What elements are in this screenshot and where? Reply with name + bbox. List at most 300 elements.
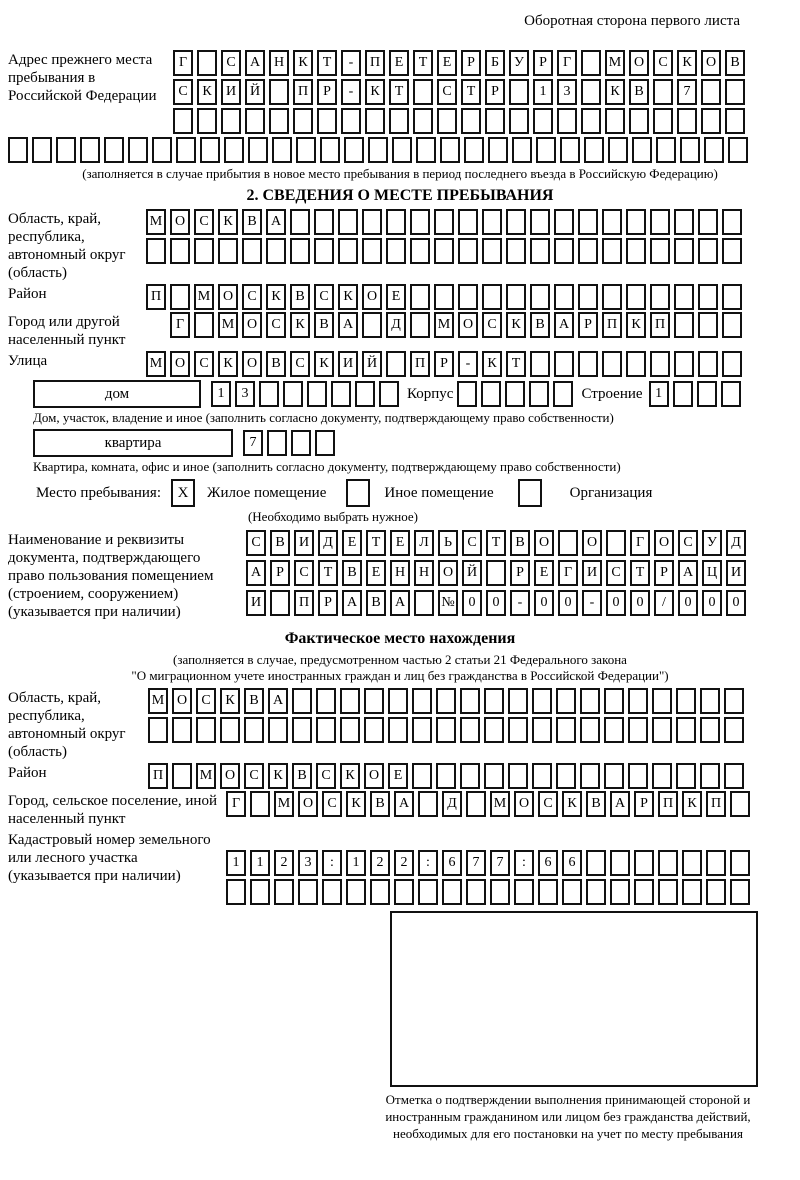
char-cell[interactable]	[580, 688, 600, 714]
char-cell[interactable]: -	[582, 590, 602, 616]
char-cell[interactable]	[602, 238, 622, 264]
char-cell[interactable]: Л	[414, 530, 434, 556]
char-cell[interactable]	[730, 879, 750, 905]
char-cell[interactable]	[554, 238, 574, 264]
char-cell[interactable]: 1	[226, 850, 246, 876]
char-cell[interactable]	[484, 717, 504, 743]
char-cell[interactable]	[152, 137, 172, 163]
char-cell[interactable]: Т	[486, 530, 506, 556]
char-cell[interactable]: №	[438, 590, 458, 616]
char-cell[interactable]	[340, 688, 360, 714]
char-cell[interactable]	[292, 688, 312, 714]
char-cell[interactable]	[608, 137, 628, 163]
char-cell[interactable]	[269, 79, 289, 105]
char-cell[interactable]	[650, 209, 670, 235]
char-cell[interactable]	[386, 238, 406, 264]
char-cell[interactable]	[658, 879, 678, 905]
char-cell[interactable]	[416, 137, 436, 163]
char-cell[interactable]: Е	[389, 50, 409, 76]
char-cell[interactable]: Б	[485, 50, 505, 76]
char-cell[interactable]: Т	[366, 530, 386, 556]
char-cell[interactable]	[341, 108, 361, 134]
char-cell[interactable]	[482, 209, 502, 235]
char-cell[interactable]: С	[322, 791, 342, 817]
char-cell[interactable]	[698, 238, 718, 264]
char-cell[interactable]: И	[726, 560, 746, 586]
char-cell[interactable]: С	[246, 530, 266, 556]
char-cell[interactable]	[413, 79, 433, 105]
char-cell[interactable]: 0	[462, 590, 482, 616]
char-cell[interactable]: А	[610, 791, 630, 817]
char-cell[interactable]	[226, 879, 246, 905]
char-cell[interactable]: П	[658, 791, 678, 817]
char-cell[interactable]	[508, 763, 528, 789]
char-cell[interactable]	[674, 284, 694, 310]
char-cell[interactable]: О	[218, 284, 238, 310]
char-cell[interactable]	[650, 238, 670, 264]
checkbox-other-premises[interactable]	[346, 479, 370, 507]
char-cell[interactable]	[436, 717, 456, 743]
char-cell[interactable]: С	[194, 351, 214, 377]
char-cell[interactable]: Т	[413, 50, 433, 76]
char-cell[interactable]: 1	[649, 381, 669, 407]
char-cell[interactable]	[560, 137, 580, 163]
char-cell[interactable]: В	[725, 50, 745, 76]
char-cell[interactable]	[340, 717, 360, 743]
char-cell[interactable]	[485, 108, 505, 134]
char-cell[interactable]: Д	[386, 312, 406, 338]
char-cell[interactable]: О	[242, 312, 262, 338]
char-cell[interactable]	[290, 209, 310, 235]
char-cell[interactable]: Е	[366, 560, 386, 586]
char-cell[interactable]	[442, 879, 462, 905]
char-cell[interactable]	[307, 381, 327, 407]
char-cell[interactable]	[509, 108, 529, 134]
char-cell[interactable]: 3	[235, 381, 255, 407]
char-cell[interactable]	[602, 209, 622, 235]
char-cell[interactable]: Е	[437, 50, 457, 76]
char-cell[interactable]	[386, 351, 406, 377]
char-cell[interactable]: К	[365, 79, 385, 105]
char-cell[interactable]: 0	[630, 590, 650, 616]
char-cell[interactable]	[250, 791, 270, 817]
char-cell[interactable]: -	[458, 351, 478, 377]
char-cell[interactable]	[8, 137, 28, 163]
char-cell[interactable]	[80, 137, 100, 163]
char-cell[interactable]	[556, 688, 576, 714]
char-cell[interactable]: К	[605, 79, 625, 105]
char-cell[interactable]	[370, 879, 390, 905]
char-cell[interactable]	[221, 108, 241, 134]
char-cell[interactable]	[730, 791, 750, 817]
char-cell[interactable]	[700, 688, 720, 714]
char-cell[interactable]: А	[342, 590, 362, 616]
char-cell[interactable]: Т	[318, 560, 338, 586]
char-cell[interactable]	[604, 688, 624, 714]
char-cell[interactable]: Г	[630, 530, 650, 556]
char-cell[interactable]	[315, 430, 335, 456]
char-cell[interactable]	[650, 284, 670, 310]
char-cell[interactable]	[676, 763, 696, 789]
char-cell[interactable]	[314, 238, 334, 264]
char-cell[interactable]	[556, 717, 576, 743]
char-cell[interactable]	[698, 284, 718, 310]
char-cell[interactable]	[379, 381, 399, 407]
char-cell[interactable]	[673, 381, 693, 407]
char-cell[interactable]: М	[194, 284, 214, 310]
char-cell[interactable]: А	[394, 791, 414, 817]
char-cell[interactable]	[389, 108, 409, 134]
char-cell[interactable]	[410, 238, 430, 264]
char-cell[interactable]: Й	[245, 79, 265, 105]
char-cell[interactable]	[650, 351, 670, 377]
char-cell[interactable]	[293, 108, 313, 134]
char-cell[interactable]: С	[194, 209, 214, 235]
char-cell[interactable]	[725, 79, 745, 105]
char-cell[interactable]	[724, 688, 744, 714]
char-cell[interactable]: С	[221, 50, 241, 76]
char-cell[interactable]: С	[173, 79, 193, 105]
char-cell[interactable]	[553, 381, 573, 407]
char-cell[interactable]	[652, 763, 672, 789]
char-cell[interactable]: В	[290, 284, 310, 310]
char-cell[interactable]: А	[390, 590, 410, 616]
char-cell[interactable]	[674, 238, 694, 264]
char-cell[interactable]: Ц	[702, 560, 722, 586]
char-cell[interactable]: М	[146, 209, 166, 235]
char-cell[interactable]: П	[602, 312, 622, 338]
char-cell[interactable]	[532, 763, 552, 789]
char-cell[interactable]: Р	[318, 590, 338, 616]
char-cell[interactable]	[602, 351, 622, 377]
char-cell[interactable]: Т	[389, 79, 409, 105]
char-cell[interactable]	[578, 351, 598, 377]
char-cell[interactable]: -	[510, 590, 530, 616]
char-cell[interactable]: Д	[726, 530, 746, 556]
char-cell[interactable]	[104, 137, 124, 163]
char-cell[interactable]	[682, 879, 702, 905]
char-cell[interactable]	[194, 238, 214, 264]
char-cell[interactable]	[700, 717, 720, 743]
char-cell[interactable]: В	[342, 560, 362, 586]
char-cell[interactable]	[482, 284, 502, 310]
char-cell[interactable]: К	[290, 312, 310, 338]
char-cell[interactable]	[388, 717, 408, 743]
char-cell[interactable]: 0	[726, 590, 746, 616]
char-cell[interactable]	[364, 688, 384, 714]
char-cell[interactable]: В	[314, 312, 334, 338]
char-cell[interactable]: 1	[346, 850, 366, 876]
char-cell[interactable]: 6	[562, 850, 582, 876]
char-cell[interactable]	[530, 238, 550, 264]
char-cell[interactable]	[269, 108, 289, 134]
char-cell[interactable]	[322, 879, 342, 905]
char-cell[interactable]: О	[242, 351, 262, 377]
char-cell[interactable]	[722, 351, 742, 377]
char-cell[interactable]: В	[510, 530, 530, 556]
char-cell[interactable]	[533, 108, 553, 134]
char-cell[interactable]: М	[196, 763, 216, 789]
char-cell[interactable]: С	[266, 312, 286, 338]
char-cell[interactable]: П	[294, 590, 314, 616]
char-cell[interactable]: С	[290, 351, 310, 377]
char-cell[interactable]	[250, 879, 270, 905]
char-cell[interactable]: К	[220, 688, 240, 714]
char-cell[interactable]: А	[678, 560, 698, 586]
char-cell[interactable]	[128, 137, 148, 163]
char-cell[interactable]: К	[218, 351, 238, 377]
char-cell[interactable]	[674, 351, 694, 377]
char-cell[interactable]: П	[293, 79, 313, 105]
char-cell[interactable]	[194, 312, 214, 338]
char-cell[interactable]: И	[294, 530, 314, 556]
char-cell[interactable]	[556, 763, 576, 789]
char-cell[interactable]	[488, 137, 508, 163]
char-cell[interactable]	[721, 381, 741, 407]
char-cell[interactable]: Р	[317, 79, 337, 105]
char-cell[interactable]	[220, 717, 240, 743]
char-cell[interactable]	[698, 209, 718, 235]
char-cell[interactable]: С	[294, 560, 314, 586]
char-cell[interactable]	[698, 312, 718, 338]
char-cell[interactable]	[530, 351, 550, 377]
char-cell[interactable]: В	[270, 530, 290, 556]
char-cell[interactable]	[674, 209, 694, 235]
char-cell[interactable]	[697, 381, 717, 407]
char-cell[interactable]: 1	[211, 381, 231, 407]
char-cell[interactable]	[437, 108, 457, 134]
char-cell[interactable]: С	[244, 763, 264, 789]
char-cell[interactable]: А	[245, 50, 265, 76]
char-cell[interactable]	[283, 381, 303, 407]
char-cell[interactable]: К	[197, 79, 217, 105]
char-cell[interactable]: П	[365, 50, 385, 76]
char-cell[interactable]	[434, 284, 454, 310]
char-cell[interactable]	[394, 879, 414, 905]
char-cell[interactable]	[32, 137, 52, 163]
char-cell[interactable]	[458, 238, 478, 264]
char-cell[interactable]	[652, 717, 672, 743]
checkbox-residential[interactable]: X	[171, 479, 195, 507]
char-cell[interactable]	[682, 850, 702, 876]
char-cell[interactable]: В	[629, 79, 649, 105]
char-cell[interactable]: О	[534, 530, 554, 556]
char-cell[interactable]	[632, 137, 652, 163]
char-cell[interactable]: К	[677, 50, 697, 76]
char-cell[interactable]	[532, 688, 552, 714]
char-cell[interactable]	[418, 791, 438, 817]
char-cell[interactable]	[506, 209, 526, 235]
char-cell[interactable]: М	[605, 50, 625, 76]
char-cell[interactable]: Н	[414, 560, 434, 586]
char-cell[interactable]: О	[170, 209, 190, 235]
char-cell[interactable]	[386, 209, 406, 235]
char-cell[interactable]: С	[314, 284, 334, 310]
char-cell[interactable]	[554, 209, 574, 235]
char-cell[interactable]: К	[562, 791, 582, 817]
char-cell[interactable]	[676, 688, 696, 714]
char-cell[interactable]	[461, 108, 481, 134]
char-cell[interactable]: Г	[226, 791, 246, 817]
char-cell[interactable]	[509, 79, 529, 105]
char-cell[interactable]: О	[582, 530, 602, 556]
char-cell[interactable]: С	[316, 763, 336, 789]
char-cell[interactable]	[610, 850, 630, 876]
char-cell[interactable]: К	[268, 763, 288, 789]
char-cell[interactable]	[412, 763, 432, 789]
char-cell[interactable]: И	[221, 79, 241, 105]
char-cell[interactable]	[410, 209, 430, 235]
char-cell[interactable]	[512, 137, 532, 163]
char-cell[interactable]: О	[629, 50, 649, 76]
char-cell[interactable]	[388, 688, 408, 714]
char-cell[interactable]: О	[701, 50, 721, 76]
char-cell[interactable]	[316, 717, 336, 743]
char-cell[interactable]	[626, 238, 646, 264]
char-cell[interactable]	[530, 284, 550, 310]
char-cell[interactable]: Р	[461, 50, 481, 76]
char-cell[interactable]: 7	[243, 430, 263, 456]
char-cell[interactable]	[355, 381, 375, 407]
char-cell[interactable]	[245, 108, 265, 134]
char-cell[interactable]	[722, 209, 742, 235]
char-cell[interactable]: 3	[557, 79, 577, 105]
char-cell[interactable]	[317, 108, 337, 134]
char-cell[interactable]: П	[410, 351, 430, 377]
char-cell[interactable]: К	[626, 312, 646, 338]
char-cell[interactable]	[508, 717, 528, 743]
char-cell[interactable]: Г	[558, 560, 578, 586]
char-cell[interactable]	[629, 108, 649, 134]
char-cell[interactable]	[676, 717, 696, 743]
char-cell[interactable]	[658, 850, 678, 876]
char-cell[interactable]	[628, 688, 648, 714]
char-cell[interactable]: П	[650, 312, 670, 338]
char-cell[interactable]: 0	[534, 590, 554, 616]
char-cell[interactable]	[634, 879, 654, 905]
char-cell[interactable]: Г	[170, 312, 190, 338]
char-cell[interactable]: И	[246, 590, 266, 616]
char-cell[interactable]: П	[146, 284, 166, 310]
char-cell[interactable]: С	[196, 688, 216, 714]
char-cell[interactable]	[436, 763, 456, 789]
char-cell[interactable]: С	[538, 791, 558, 817]
char-cell[interactable]	[466, 791, 486, 817]
char-cell[interactable]: С	[606, 560, 626, 586]
char-cell[interactable]: В	[366, 590, 386, 616]
char-cell[interactable]: М	[490, 791, 510, 817]
char-cell[interactable]	[270, 590, 290, 616]
char-cell[interactable]: И	[338, 351, 358, 377]
char-cell[interactable]	[460, 717, 480, 743]
char-cell[interactable]	[458, 284, 478, 310]
char-cell[interactable]	[508, 688, 528, 714]
char-cell[interactable]	[170, 238, 190, 264]
char-cell[interactable]	[728, 137, 748, 163]
char-cell[interactable]: 2	[394, 850, 414, 876]
char-cell[interactable]	[362, 209, 382, 235]
char-cell[interactable]: К	[293, 50, 313, 76]
char-cell[interactable]: 7	[466, 850, 486, 876]
char-cell[interactable]	[259, 381, 279, 407]
char-cell[interactable]: В	[242, 209, 262, 235]
char-cell[interactable]: 3	[298, 850, 318, 876]
char-cell[interactable]: К	[218, 209, 238, 235]
char-cell[interactable]	[267, 430, 287, 456]
char-cell[interactable]: О	[362, 284, 382, 310]
char-cell[interactable]	[412, 688, 432, 714]
char-cell[interactable]: 2	[370, 850, 390, 876]
char-cell[interactable]: 7	[677, 79, 697, 105]
char-cell[interactable]	[196, 717, 216, 743]
char-cell[interactable]: 7	[490, 850, 510, 876]
char-cell[interactable]	[628, 717, 648, 743]
char-cell[interactable]	[506, 284, 526, 310]
char-cell[interactable]	[458, 209, 478, 235]
char-cell[interactable]: К	[346, 791, 366, 817]
char-cell[interactable]	[581, 50, 601, 76]
char-cell[interactable]: Е	[388, 763, 408, 789]
char-cell[interactable]	[562, 879, 582, 905]
char-cell[interactable]: У	[509, 50, 529, 76]
char-cell[interactable]	[482, 238, 502, 264]
char-cell[interactable]	[362, 312, 382, 338]
char-cell[interactable]	[602, 284, 622, 310]
char-cell[interactable]	[170, 284, 190, 310]
char-cell[interactable]	[338, 209, 358, 235]
char-cell[interactable]: П	[148, 763, 168, 789]
char-cell[interactable]: О	[514, 791, 534, 817]
char-cell[interactable]: М	[274, 791, 294, 817]
char-cell[interactable]: :	[418, 850, 438, 876]
char-cell[interactable]: 0	[702, 590, 722, 616]
char-cell[interactable]	[674, 312, 694, 338]
char-cell[interactable]	[606, 530, 626, 556]
char-cell[interactable]	[653, 79, 673, 105]
char-cell[interactable]	[56, 137, 76, 163]
char-cell[interactable]	[172, 763, 192, 789]
char-cell[interactable]	[490, 879, 510, 905]
char-cell[interactable]	[460, 688, 480, 714]
char-cell[interactable]: Е	[342, 530, 362, 556]
char-cell[interactable]	[584, 137, 604, 163]
char-cell[interactable]	[176, 137, 196, 163]
char-cell[interactable]	[578, 284, 598, 310]
char-cell[interactable]	[224, 137, 244, 163]
char-cell[interactable]: А	[266, 209, 286, 235]
char-cell[interactable]	[331, 381, 351, 407]
char-cell[interactable]: Е	[534, 560, 554, 586]
char-cell[interactable]: К	[338, 284, 358, 310]
char-cell[interactable]	[578, 238, 598, 264]
char-cell[interactable]	[586, 850, 606, 876]
char-cell[interactable]: О	[654, 530, 674, 556]
char-cell[interactable]	[581, 108, 601, 134]
char-cell[interactable]	[434, 238, 454, 264]
char-cell[interactable]: :	[514, 850, 534, 876]
char-cell[interactable]	[412, 717, 432, 743]
char-cell[interactable]	[652, 688, 672, 714]
char-cell[interactable]	[536, 137, 556, 163]
char-cell[interactable]	[200, 137, 220, 163]
char-cell[interactable]	[505, 381, 525, 407]
char-cell[interactable]	[197, 50, 217, 76]
char-cell[interactable]	[578, 209, 598, 235]
char-cell[interactable]: К	[340, 763, 360, 789]
char-cell[interactable]	[338, 238, 358, 264]
char-cell[interactable]: И	[582, 560, 602, 586]
char-cell[interactable]	[529, 381, 549, 407]
